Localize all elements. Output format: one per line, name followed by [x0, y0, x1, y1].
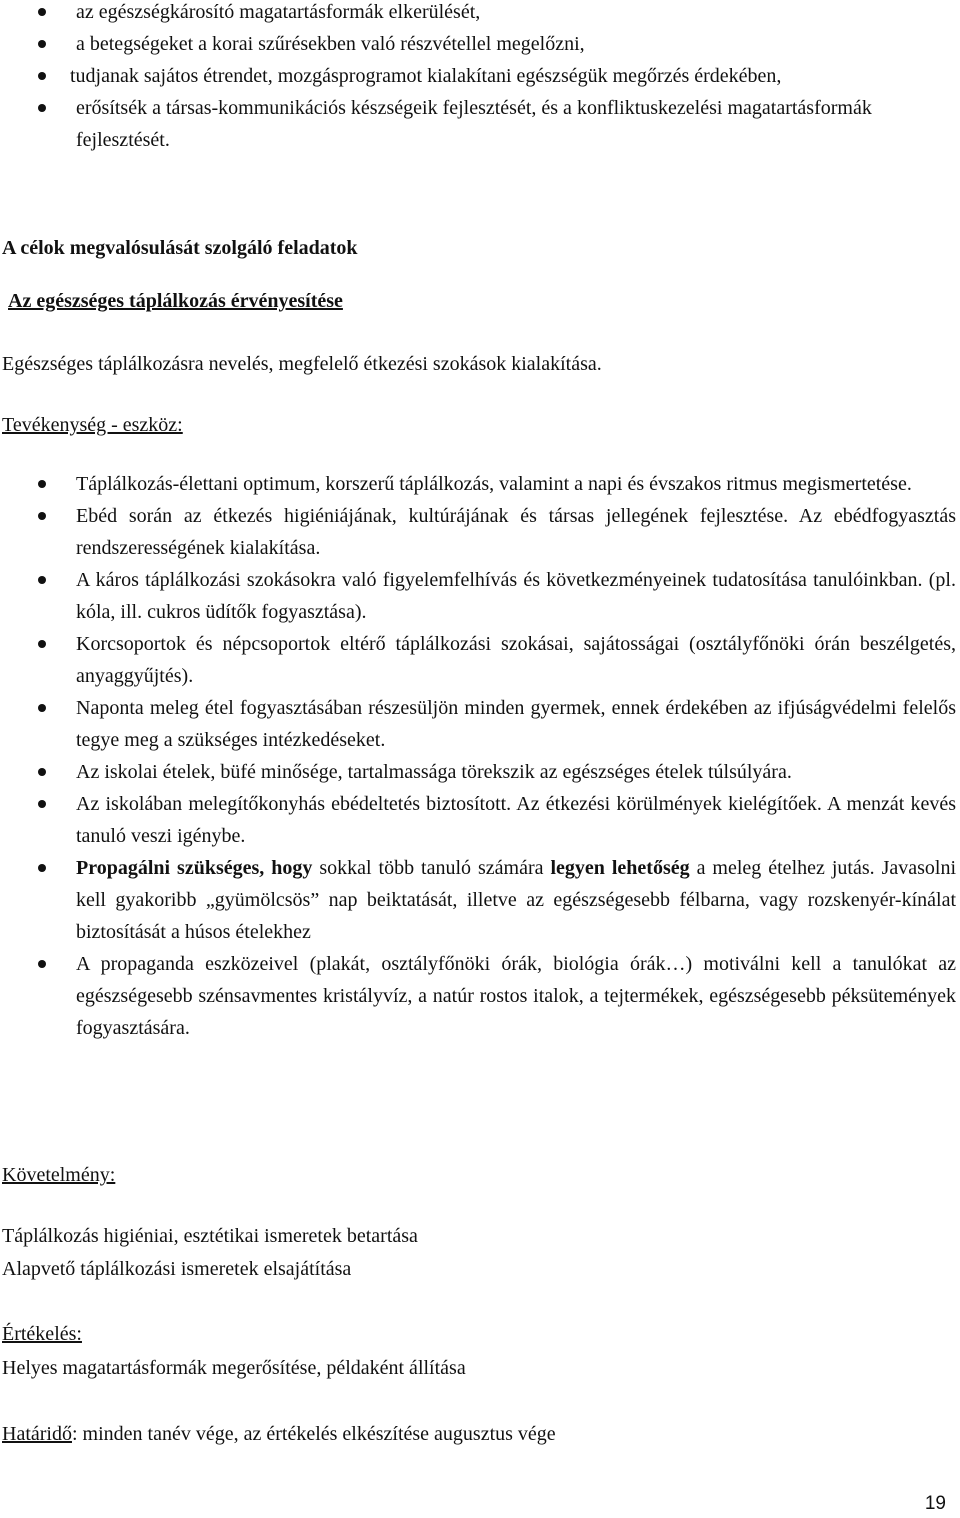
- evaluation-text: Helyes magatartásformák megerősítése, példaként állítása: [2, 1357, 466, 1379]
- activity-label: Tevékenység - eszköz:: [2, 414, 183, 436]
- list-item: Korcsoportok és népcsoportok eltérő táplálkozási szokásai, sajátosságai (osztályfőnöki órán beszélgetés, anyaggyűjtés).: [0, 628, 956, 692]
- list-item: Az iskolai ételek, büfé minősége, tartalmassága törekszik az egészséges ételek túlsúlyára.: [0, 756, 956, 788]
- deadline-text: : minden tanév vége, az értékelés elkészítése augusztus vége: [71, 1423, 556, 1445]
- deadline-line: [2, 1418, 556, 1450]
- list-item: Az iskolában melegítőkonyhás ebédeltetés biztosított. Az étkezési körülmények kielégítőek. A menzát kevés tanuló veszi igénybe.: [0, 788, 956, 852]
- list-item: A propaganda eszközeivel (plakát, osztályfőnöki órák, biológia órák…) motiválni kell a tanulókat az egészségesebb szénsavmentes kristályvíz, a natúr rostos italok, a tejtermékek, egészségesebb péksütemények fogyasztására.: [0, 948, 956, 1044]
- bullet-icon: [38, 704, 46, 712]
- list-item: Ebéd során az étkezés higiéniájának, kultúrájának és társas jellegének fejlesztése. Az ebédfogyasztás rendszerességének kialakítása.: [0, 500, 956, 564]
- list-item: Naponta meleg étel fogyasztásában részesüljön minden gyermek, ennek érdekében az ifjúságvédelmi felelős tegye meg a szükséges intézkedéseket.: [0, 692, 956, 756]
- bullet-icon: [38, 8, 46, 16]
- list-item: a betegségeket a korai szűrésekben való részvétellel megelőzni,: [0, 28, 900, 60]
- bullet-icon: [38, 640, 46, 648]
- requirement-item: Alapvető táplálkozási ismeretek elsajátítása: [2, 1258, 352, 1280]
- bullet-icon: [38, 104, 46, 112]
- requirement-item: Táplálkozás higiéniai, esztétikai ismeretek betartása: [2, 1225, 418, 1247]
- bullet-icon: [38, 576, 46, 584]
- bullet-icon: [38, 512, 46, 520]
- list-item: az egészségkárosító magatartásformák elkerülését,: [0, 0, 900, 28]
- subsection-title: Az egészséges táplálkozás érvényesítése: [8, 290, 343, 312]
- page-number: 19: [924, 1493, 946, 1514]
- activities-list: [0, 468, 956, 1044]
- intro-text: Egészséges táplálkozásra nevelés, megfelelő étkezési szokások kialakítása.: [2, 353, 602, 375]
- evaluation-label: Értékelés:: [2, 1323, 82, 1345]
- bullet-icon: [38, 40, 46, 48]
- list-item: Propagálni szükséges, hogy sokkal több tanuló számára legyen lehetőség a meleg ételhez jutás. Javasolni kell gyakoribb „gyümölcsös” nap beiktatását, illetve az egészségesebb félbarna, vagy rozskenyér-kínálat biztosítását a húsos ételekhez: [0, 852, 956, 948]
- bullet-icon: [38, 800, 46, 808]
- bullet-icon: [38, 480, 46, 488]
- deadline-label: Határidő: [2, 1423, 72, 1445]
- bullet-icon: [38, 72, 46, 80]
- bullet-icon: [38, 864, 46, 872]
- list-item: A káros táplálkozási szokásokra való figyelemfelhívás és következményeinek tudatosítása tanulóinkban. (pl. kóla, ill. cukros üdítők fogyasztása).: [0, 564, 956, 628]
- section-title: A célok megvalósulását szolgáló feladatok: [2, 237, 358, 259]
- goals-list: [0, 0, 900, 156]
- list-item: tudjanak sajátos étrendet, mozgásprogramot kialakítani egészségük megőrzés érdekében,: [0, 60, 870, 92]
- list-item: Táplálkozás-élettani optimum, korszerű táplálkozás, valamint a napi és évszakos ritmus megismertetése.: [0, 468, 956, 500]
- list-item: erősítsék a társas-kommunikációs készségeik fejlesztését, és a konfliktuskezelési magatartásformák fejlesztését.: [0, 92, 896, 156]
- bullet-icon: [38, 768, 46, 776]
- bullet-icon: [38, 960, 46, 968]
- requirement-label: Követelmény:: [2, 1164, 116, 1186]
